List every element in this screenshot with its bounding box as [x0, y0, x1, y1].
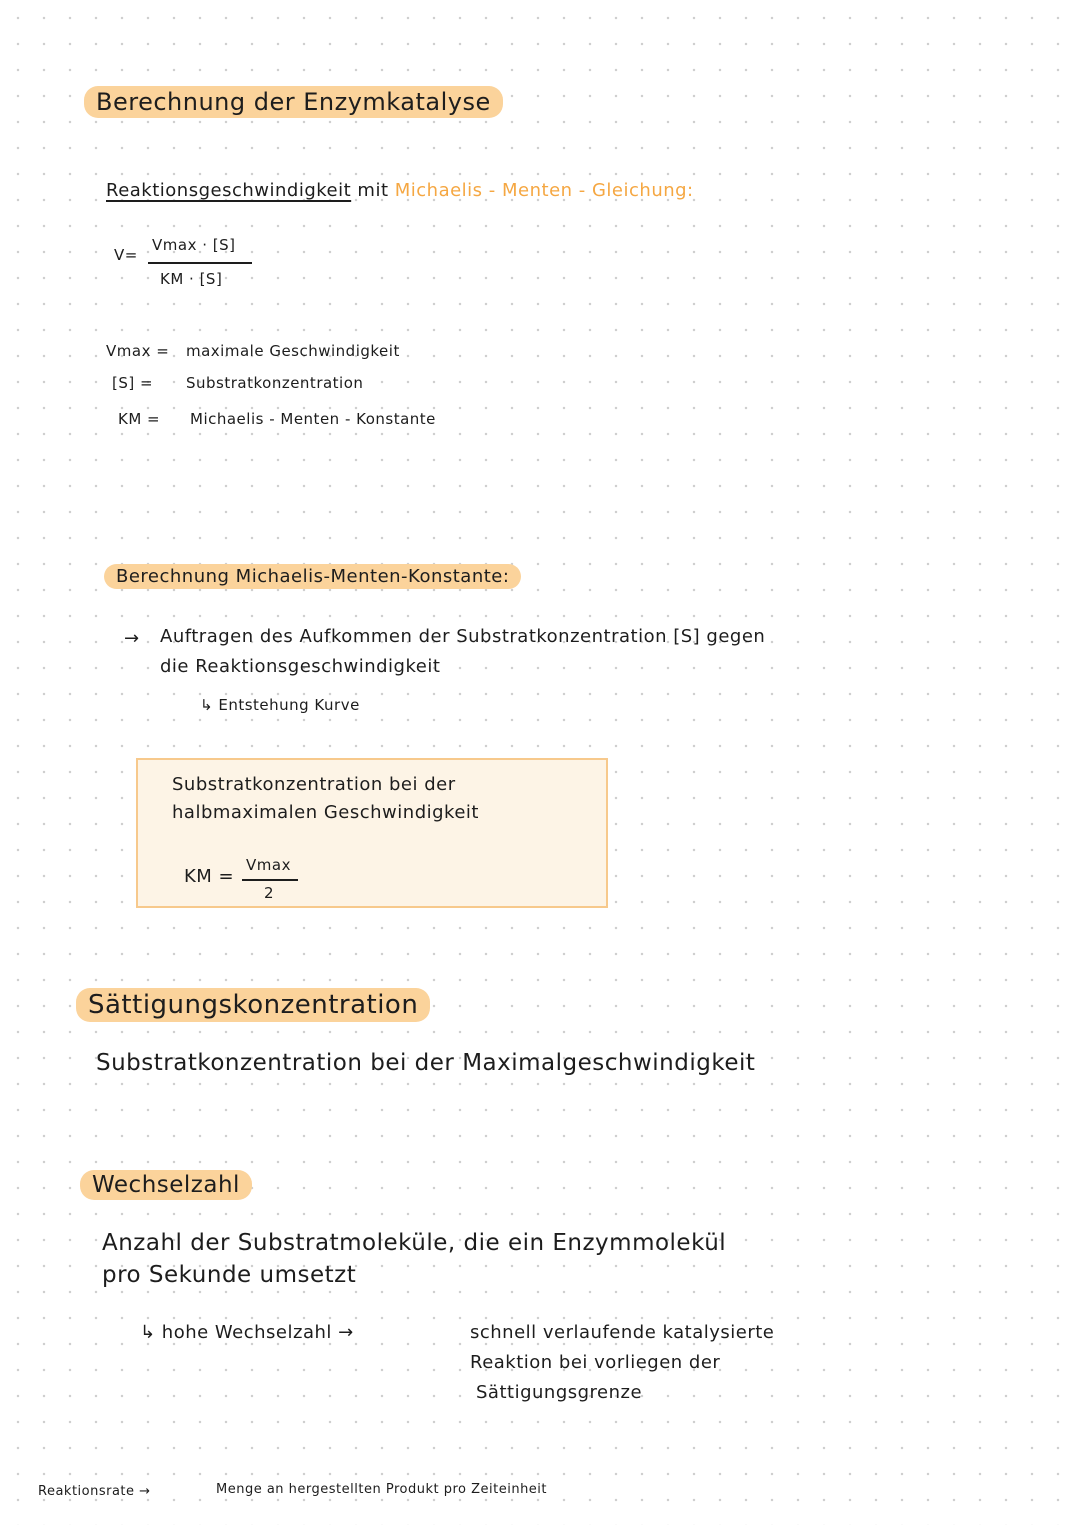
box-fraction-bar	[242, 879, 298, 881]
rate-mit: mit	[357, 180, 389, 201]
formula-fraction-bar	[148, 262, 252, 264]
km-result: ↳ Entstehung Kurve	[200, 696, 360, 714]
box-line1: Substratkonzentration bei der	[172, 774, 456, 795]
footer-term: Reaktionsrate →	[38, 1484, 151, 1499]
box-km-lhs: KM =	[184, 866, 235, 887]
def-symbol-s: [S] =	[112, 374, 154, 392]
rate-label: Reaktionsgeschwindigkeit	[106, 180, 352, 201]
turnover-line2: pro Sekunde umsetzt	[102, 1262, 357, 1288]
turnover-line1: Anzahl der Substratmoleküle, die ein Enzymmolekül	[102, 1230, 727, 1256]
turnover-consequence-2: Reaktion bei vorliegen der	[470, 1352, 721, 1373]
turnover-consequence-lhs: ↳ hohe Wechselzahl →	[140, 1322, 354, 1343]
arrow-icon: →	[124, 628, 140, 649]
saturation-text: Substratkonzentration bei der Maximalgeschwindigkeit	[96, 1050, 756, 1076]
km-step-line1: Auftragen des Aufkommen der Substratkonzentration [S] gegen	[160, 626, 766, 647]
formula-lhs: V=	[114, 246, 138, 264]
turnover-consequence-3: Sättigungsgrenze	[476, 1382, 643, 1403]
box-numerator: Vmax	[246, 856, 291, 874]
turnover-consequence-1: schnell verlaufende katalysierte	[470, 1322, 775, 1343]
def-symbol-vmax: Vmax =	[106, 342, 170, 360]
def-text-km: Michaelis - Menten - Konstante	[190, 410, 436, 428]
def-text-s: Substratkonzentration	[186, 374, 364, 392]
formula-denominator: KM · [S]	[160, 270, 223, 288]
equation-name: Michaelis - Menten - Gleichung:	[394, 180, 694, 201]
turnover-heading: Wechselzahl	[80, 1170, 252, 1200]
rate-line	[106, 180, 694, 201]
km-heading: Berechnung Michaelis-Menten-Konstante:	[104, 564, 521, 589]
km-step-line2: die Reaktionsgeschwindigkeit	[160, 656, 441, 677]
def-symbol-km: KM =	[118, 410, 161, 428]
page-title: Berechnung der Enzymkatalyse	[84, 86, 503, 118]
formula-numerator: Vmax · [S]	[152, 236, 236, 254]
footer-definition: Menge an hergestellten Produkt pro Zeiteinheit	[216, 1482, 548, 1497]
def-text-vmax: maximale Geschwindigkeit	[186, 342, 400, 360]
box-denominator: 2	[264, 884, 275, 902]
saturation-heading: Sättigungskonzentration	[76, 988, 430, 1022]
box-line2: halbmaximalen Geschwindigkeit	[172, 802, 479, 823]
